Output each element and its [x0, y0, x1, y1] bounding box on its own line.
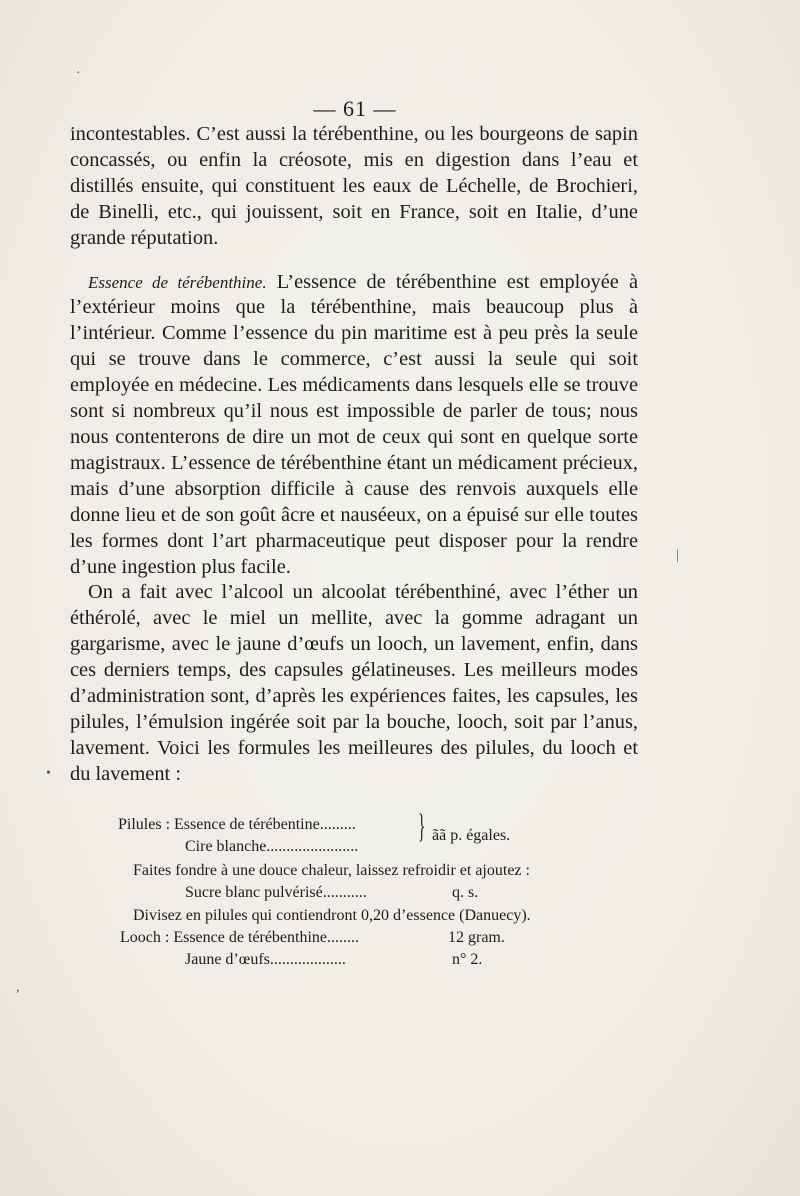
margin-tick-icon: | [676, 548, 679, 563]
margin-bullet-icon: • [46, 766, 51, 781]
body-text [70, 122, 638, 788]
paragraph-1: incontestables. C’est aussi la térébenthine, ou les bourgeons de sapin concassés, ou enfin la créosote, mis en digestion dans l’eau et distillés ensuite, qui constituent les eaux de Léchelle, de Brochieri, de Binelli, etc., qui jouissent, soit en France, soit en Italie, d’une grande réputation. [70, 123, 638, 249]
formula-cire: Cire blanche....................... [185, 838, 359, 855]
formula-jaune-qty: n° 2. [452, 951, 483, 968]
formula-looch-qty: 12 gram. [448, 929, 505, 946]
formula-qs: q. s. [452, 884, 479, 901]
essence-text: L’essence de térébenthine est employée à l’extérieur moins que la térébenthine, mais beaucoup plus à l’intérieur. Comme l’essence du pin maritime est à peu près la seule qui se trouve dans le commerce, c’est aussi la seule qui soit employée en médecine. Les médicaments dans lesquels elle se trouve sont si nombreux qu’il nous est impossible de parler de tous; nous nous contenterons de dire un mot de ceux qui sont en quelque sorte magistraux. L’essence de térébenthine étant un médicament précieux, mais d’une absorption difficile à cause des renvois auxquels elle donne lieu et de son goût âcre et nauséeux, on a épuisé sur elle toutes les formes dont l’art pharmaceutique peut disposer pour la rendre d’une ingestion plus facile. [70, 270, 638, 578]
page-number: — 61 — [313, 96, 397, 121]
formula-sucre: Sucre blanc pulvérisé........... [185, 884, 367, 901]
formula-looch: Looch : Essence de térébenthine........ [120, 929, 360, 946]
margin-dot-icon: · [76, 66, 81, 81]
paragraph-2 [70, 270, 638, 581]
formula-pilules: Pilules : Essence de térébentine......... [118, 816, 356, 833]
formula-divisez: Divisez en pilules qui contiendront 0,20 d’essence (Danuecy). [133, 907, 531, 924]
essence-heading: Essence de térébenthine. [88, 272, 267, 292]
formula-aa: ãã p. égales. [432, 827, 511, 844]
formula-faites: Faites fondre à une douce chaleur, laissez refroidir et ajoutez : [133, 862, 530, 879]
brace-icon: } [418, 808, 426, 845]
margin-comma-icon: , [16, 980, 20, 995]
paragraph-3: On a fait avec l’alcool un alcoolat térébenthiné, avec l’éther un éthérolé, avec le miel un mellite, avec la gomme adragant un gargarisme, avec le jaune d’œufs un looch, un lavement, enfin, dans ces derniers temps, des capsules gélatineuses. Les meilleurs modes d’administration sont, d’après les expériences faites, les capsules, les pilules, l’émulsion ingérée soit par la bouche, looch, soit par l’anus, lavement. Voici les formules les meilleures des pilules, du looch et du lavement : [70, 581, 638, 785]
formula-jaune: Jaune d’œufs................... [185, 951, 346, 968]
